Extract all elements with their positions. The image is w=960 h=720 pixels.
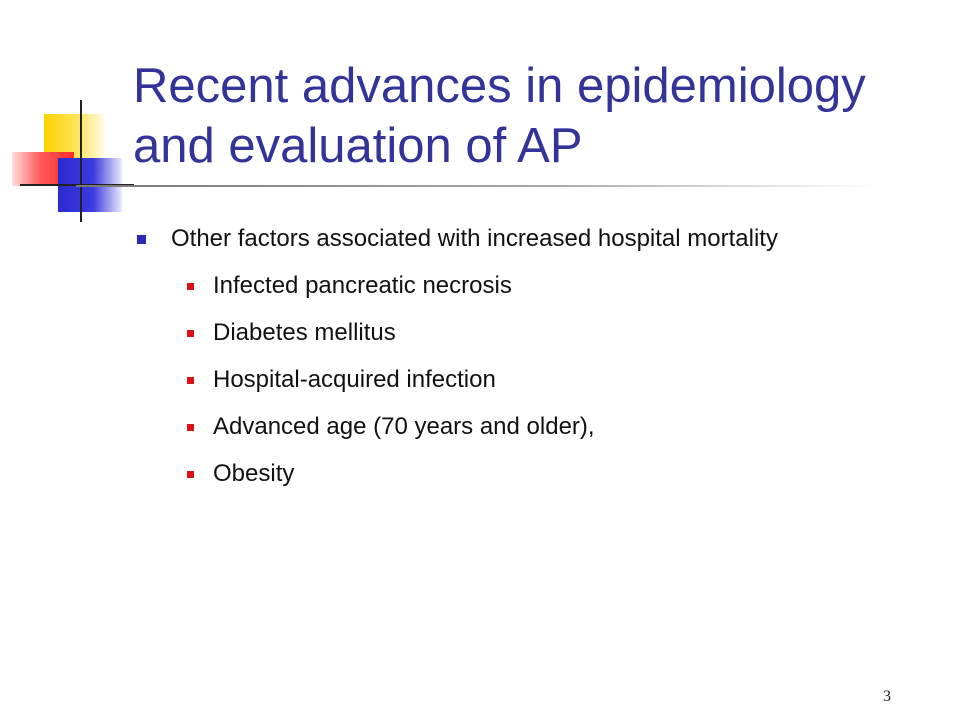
slide-body [133,222,893,504]
page-number: 3 [883,688,891,705]
sub-bullet-item [133,410,893,443]
sub-bullet-item [133,363,893,396]
square-bullet-icon [187,377,194,384]
sub-bullet-text: Obesity [213,460,295,487]
square-bullet-icon [137,235,146,244]
main-bullet-item [133,222,893,255]
square-bullet-icon [187,471,194,478]
sub-bullet-text: Hospital-acquired infection [213,366,496,393]
decorative-squares-logo [0,0,140,230]
sub-bullet-text: Advanced age (70 years and older), [213,413,595,440]
sub-bullet-item [133,316,893,349]
square-bullet-icon [187,283,194,290]
vertical-line-decoration [80,100,82,222]
sub-bullet-text: Infected pancreatic necrosis [213,272,512,299]
square-bullet-icon [187,330,194,337]
main-bullet-text: Other factors associated with increased hospital mortality [171,225,778,252]
title-underline [76,185,876,187]
slide-title: Recent advances in epidemiology and evaluation of AP [133,59,866,173]
sub-bullet-item [133,457,893,490]
sub-bullet-item [133,269,893,302]
square-bullet-icon [187,424,194,431]
sub-bullet-text: Diabetes mellitus [213,319,396,346]
